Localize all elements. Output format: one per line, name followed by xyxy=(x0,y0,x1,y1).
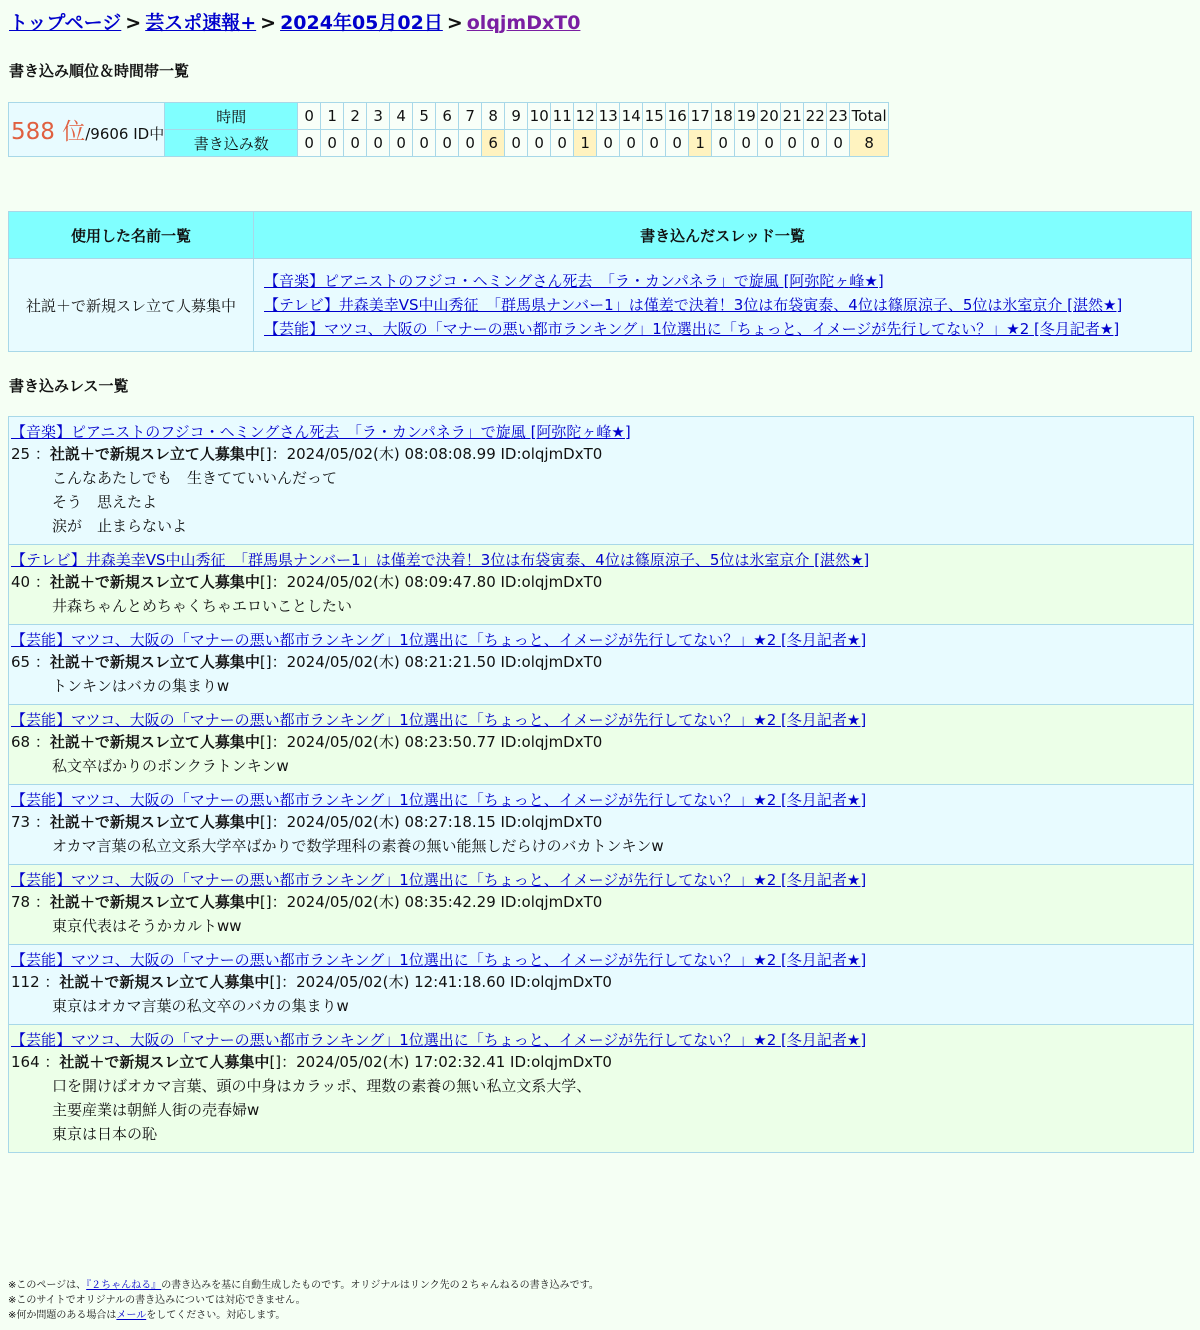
hour-header: 3 xyxy=(367,103,390,130)
post-body xyxy=(11,1074,1191,1152)
hour-header: 2 xyxy=(344,103,367,130)
count-total-cell: 8 xyxy=(850,130,889,157)
rank-total: /9606 ID中 xyxy=(85,125,165,143)
mail-link[interactable]: メール xyxy=(116,1310,147,1321)
breadcrumb-separator: > xyxy=(125,12,142,34)
post-meta: []：2024/05/02(木) 12:41:18.60 ID:olqjmDxT0 xyxy=(269,973,612,991)
post-separator: ： xyxy=(30,893,50,911)
post xyxy=(9,417,1193,545)
post-body-line: 東京代表はそうかカルトww xyxy=(52,917,242,935)
hour-header: 10 xyxy=(528,103,551,130)
post-header xyxy=(11,1050,1191,1074)
post-body-line: オカマ言葉の私立文系大学卒ばかりで数学理科の素養の無い能無しだらけのバカトンキンw xyxy=(52,837,664,855)
breadcrumb-id-link[interactable]: olqjmDxT0 xyxy=(466,12,581,34)
time-label: 時間 xyxy=(165,103,298,130)
hour-count-cell: 0 xyxy=(597,130,620,157)
post-separator: ： xyxy=(30,573,50,591)
names-threads-table xyxy=(8,211,1192,352)
post-separator: ： xyxy=(39,1053,60,1071)
post-number: 68 xyxy=(11,733,31,751)
hour-count-cell: 1 xyxy=(689,130,712,157)
breadcrumb-separator: > xyxy=(446,12,463,34)
footer-text: をしてください。対応します。 xyxy=(146,1310,286,1321)
breadcrumb-date-link[interactable]: 2024年05月02日 xyxy=(280,12,443,34)
post-thread-title xyxy=(11,629,1191,650)
hour-header: 7 xyxy=(459,103,482,130)
hour-count-cell: 0 xyxy=(459,130,482,157)
hour-count-cell: 0 xyxy=(367,130,390,157)
footer-text: の書き込みを基に自動生成したものです。オリジナルはリンク先の２ちゃんねるの書き込みです。 xyxy=(161,1280,599,1291)
post-thread-link[interactable]: 【芸能】マツコ、大阪の「マナーの悪い都市ランキング」1位選出に「ちょっと、イメージが先行してない？」★2 [冬月記者★] xyxy=(11,871,867,889)
names-header: 使用した名前一覧 xyxy=(9,212,254,259)
used-name: 社説＋で新規スレ立て人募集中 xyxy=(9,259,254,352)
post-thread-link[interactable]: 【芸能】マツコ、大阪の「マナーの悪い都市ランキング」1位選出に「ちょっと、イメージが先行してない？」★2 [冬月記者★] xyxy=(11,1031,867,1049)
hour-count-cell: 0 xyxy=(436,130,459,157)
post-separator: ： xyxy=(30,813,50,831)
post-body xyxy=(11,754,1191,784)
post-body xyxy=(11,834,1191,864)
post-thread-link[interactable]: 【芸能】マツコ、大阪の「マナーの悪い都市ランキング」1位選出に「ちょっと、イメージが先行してない？」★2 [冬月記者★] xyxy=(11,791,867,809)
post-list xyxy=(8,416,1194,1153)
post-author-name: 社説＋で新規スレ立て人募集中 xyxy=(59,1053,270,1071)
hour-count-cell: 0 xyxy=(804,130,827,157)
post-body-line: 東京は日本の恥 xyxy=(52,1125,158,1143)
hour-count-cell: 0 xyxy=(413,130,436,157)
post-body-line: 東京はオカマ言葉の私文卒のバカの集まりw xyxy=(52,997,349,1015)
hour-header: 17 xyxy=(689,103,712,130)
post-body xyxy=(11,466,1191,544)
hour-header: 19 xyxy=(735,103,758,130)
post-body xyxy=(11,994,1191,1024)
hour-header: 5 xyxy=(413,103,436,130)
footer-text: ※何か問題のある場合は xyxy=(8,1310,117,1321)
footer-text: ※このページは、 xyxy=(8,1280,87,1291)
thread-list xyxy=(254,259,1192,352)
post-body xyxy=(11,594,1191,624)
hour-header: 20 xyxy=(758,103,781,130)
hour-count-cell: 0 xyxy=(712,130,735,157)
hour-header: 15 xyxy=(643,103,666,130)
hour-count-cell: 0 xyxy=(758,130,781,157)
hour-header: 11 xyxy=(551,103,574,130)
breadcrumb-separator: > xyxy=(260,12,277,34)
hour-header: 8 xyxy=(482,103,505,130)
breadcrumb-board-link[interactable]: 芸スポ速報+ xyxy=(145,12,257,34)
post-thread-link[interactable]: 【音楽】ピアニストのフジコ・ヘミングさん死去 「ラ・カンパネラ」で旋風 [阿弥陀ヶ峰★] xyxy=(11,423,631,441)
post-body-line: 井森ちゃんとめちゃくちゃエロいことしたい xyxy=(52,597,353,615)
post-number: 25 xyxy=(11,445,31,463)
post-body-line: こんなあたしでも 生きてていいんだって xyxy=(52,469,338,487)
thread-link[interactable]: 【音楽】ピアニストのフジコ・ヘミングさん死去 「ラ・カンパネラ」で旋風 [阿弥陀ヶ峰★] xyxy=(264,272,884,290)
post-separator: ： xyxy=(30,653,50,671)
post-meta: []：2024/05/02(木) 08:23:50.77 ID:olqjmDxT0 xyxy=(259,733,603,751)
post-number: 164 xyxy=(11,1053,40,1071)
post-thread-title xyxy=(11,549,1191,570)
hour-header: 1 xyxy=(321,103,344,130)
hour-header: 6 xyxy=(436,103,459,130)
post-thread-title xyxy=(11,869,1191,890)
post-author-name: 社説＋で新規スレ立て人募集中 xyxy=(49,733,260,751)
thread-link[interactable]: 【テレビ】井森美幸VS中山秀征 「群馬県ナンバー1」は僅差で決着！3位は布袋寅泰、4位は篠原涼子、5位は氷室京介 [湛然★] xyxy=(264,296,1123,314)
post-body-line: 涙が 止まらないよ xyxy=(52,517,188,535)
hourly-post-table xyxy=(8,102,889,157)
post-meta: []：2024/05/02(木) 08:21:21.50 ID:olqjmDxT0 xyxy=(259,653,603,671)
rank-cell xyxy=(9,103,165,157)
hour-header: 13 xyxy=(597,103,620,130)
post-thread-title xyxy=(11,709,1191,730)
hour-count-cell: 0 xyxy=(344,130,367,157)
hour-count-cell: 0 xyxy=(827,130,850,157)
post-meta: []：2024/05/02(木) 08:08:08.99 ID:olqjmDxT0 xyxy=(259,445,603,463)
post-number: 65 xyxy=(11,653,31,671)
post-number: 78 xyxy=(11,893,31,911)
hour-header: 4 xyxy=(390,103,413,130)
post-separator: ： xyxy=(39,973,60,991)
post-thread-title xyxy=(11,789,1191,810)
count-label: 書き込み数 xyxy=(165,130,298,157)
post-separator: ： xyxy=(30,733,50,751)
rank-section-heading: 書き込み順位＆時間帯一覧 xyxy=(9,62,190,80)
post xyxy=(9,945,1193,1025)
hour-header: 21 xyxy=(781,103,804,130)
post-header xyxy=(11,650,1191,674)
breadcrumb-top-link[interactable]: トップページ xyxy=(9,12,122,34)
post-author-name: 社説＋で新規スレ立て人募集中 xyxy=(49,653,260,671)
post xyxy=(9,545,1193,625)
hour-header: 18 xyxy=(712,103,735,130)
hour-count-cell: 1 xyxy=(574,130,597,157)
hour-count-cell: 0 xyxy=(666,130,689,157)
post-thread-link[interactable]: 【芸能】マツコ、大阪の「マナーの悪い都市ランキング」1位選出に「ちょっと、イメージが先行してない？」★2 [冬月記者★] xyxy=(11,631,867,649)
footer-notes xyxy=(8,1278,599,1323)
post-thread-title xyxy=(11,949,1191,970)
post-thread-link[interactable]: 【テレビ】井森美幸VS中山秀征 「群馬県ナンバー1」は僅差で決着！3位は布袋寅泰、4位は篠原涼子、5位は氷室京介 [湛然★] xyxy=(11,551,870,569)
post xyxy=(9,705,1193,785)
post-header xyxy=(11,570,1191,594)
post-header xyxy=(11,730,1191,754)
post-body-line: 私文卒ばかりのボンクラトンキンw xyxy=(52,757,289,775)
post-thread-title xyxy=(11,421,1191,442)
footer-line xyxy=(8,1278,599,1293)
post-number: 73 xyxy=(11,813,31,831)
post-meta: []：2024/05/02(木) 08:09:47.80 ID:olqjmDxT0 xyxy=(259,573,603,591)
breadcrumb xyxy=(9,8,580,35)
post-thread-link[interactable]: 【芸能】マツコ、大阪の「マナーの悪い都市ランキング」1位選出に「ちょっと、イメージが先行してない？」★2 [冬月記者★] xyxy=(11,951,867,969)
hour-count-cell: 0 xyxy=(551,130,574,157)
post-body-line: 主要産業は朝鮮人街の売春婦w xyxy=(52,1101,260,1119)
rank-value: 588 位 xyxy=(11,119,86,145)
post-author-name: 社説＋で新規スレ立て人募集中 xyxy=(49,445,260,463)
hour-total-header: Total xyxy=(850,103,889,130)
hour-header: 0 xyxy=(298,103,321,130)
post-thread-link[interactable]: 【芸能】マツコ、大阪の「マナーの悪い都市ランキング」1位選出に「ちょっと、イメージが先行してない？」★2 [冬月記者★] xyxy=(11,711,867,729)
post-meta: []：2024/05/02(木) 08:27:18.15 ID:olqjmDxT0 xyxy=(259,813,603,831)
hour-count-cell: 0 xyxy=(505,130,528,157)
hour-count-cell: 6 xyxy=(482,130,505,157)
post-author-name: 社説＋で新規スレ立て人募集中 xyxy=(49,813,260,831)
post-header xyxy=(11,970,1191,994)
post-separator: ： xyxy=(30,445,50,463)
post xyxy=(9,865,1193,945)
post-author-name: 社説＋で新規スレ立て人募集中 xyxy=(49,893,260,911)
hour-count-cell: 0 xyxy=(528,130,551,157)
thread-link[interactable]: 【芸能】マツコ、大阪の「マナーの悪い都市ランキング」1位選出に「ちょっと、イメージが先行してない？」★2 [冬月記者★] xyxy=(264,320,1120,338)
hour-row xyxy=(9,103,889,130)
hour-count-cell: 0 xyxy=(735,130,758,157)
post-header xyxy=(11,890,1191,914)
post-thread-title xyxy=(11,1029,1191,1050)
post-body-line: そう 思えたよ xyxy=(52,493,158,511)
post xyxy=(9,625,1193,705)
hour-count-cell: 0 xyxy=(781,130,804,157)
hour-count-cell: 0 xyxy=(643,130,666,157)
hour-header: 23 xyxy=(827,103,850,130)
post-author-name: 社説＋で新規スレ立て人募集中 xyxy=(49,573,260,591)
post xyxy=(9,785,1193,865)
hour-count-cell: 0 xyxy=(321,130,344,157)
footer-line: ※このサイトでオリジナルの書き込みについては対応できません。 xyxy=(8,1295,306,1306)
post-author-name: 社説＋で新規スレ立て人募集中 xyxy=(59,973,270,991)
post xyxy=(9,1025,1193,1153)
threads-header: 書き込んだスレッド一覧 xyxy=(254,212,1192,259)
hour-header: 12 xyxy=(574,103,597,130)
hour-header: 16 xyxy=(666,103,689,130)
post-number: 40 xyxy=(11,573,31,591)
hour-header: 14 xyxy=(620,103,643,130)
post-body-line: 口を開けばオカマ言葉、頭の中身はカラッポ、理数の素養の無い私立文系大学、 xyxy=(52,1077,592,1095)
post-body xyxy=(11,674,1191,704)
post-meta: []：2024/05/02(木) 08:35:42.29 ID:olqjmDxT0 xyxy=(259,893,603,911)
hour-header: 9 xyxy=(505,103,528,130)
posts-section-heading: 書き込みレス一覧 xyxy=(9,377,129,395)
post-meta: []：2024/05/02(木) 17:02:32.41 ID:olqjmDxT0 xyxy=(269,1053,612,1071)
post-number: 112 xyxy=(11,973,40,991)
post-header xyxy=(11,810,1191,834)
hour-count-cell: 0 xyxy=(620,130,643,157)
post-header xyxy=(11,442,1191,466)
post-body xyxy=(11,914,1191,944)
hour-count-cell: 0 xyxy=(298,130,321,157)
post-body-line: トンキンはバカの集まりw xyxy=(52,677,230,695)
2ch-link[interactable]: 『２ちゃんねる』 xyxy=(86,1280,162,1291)
hour-header: 22 xyxy=(804,103,827,130)
footer-line xyxy=(8,1308,599,1323)
hour-count-cell: 0 xyxy=(390,130,413,157)
